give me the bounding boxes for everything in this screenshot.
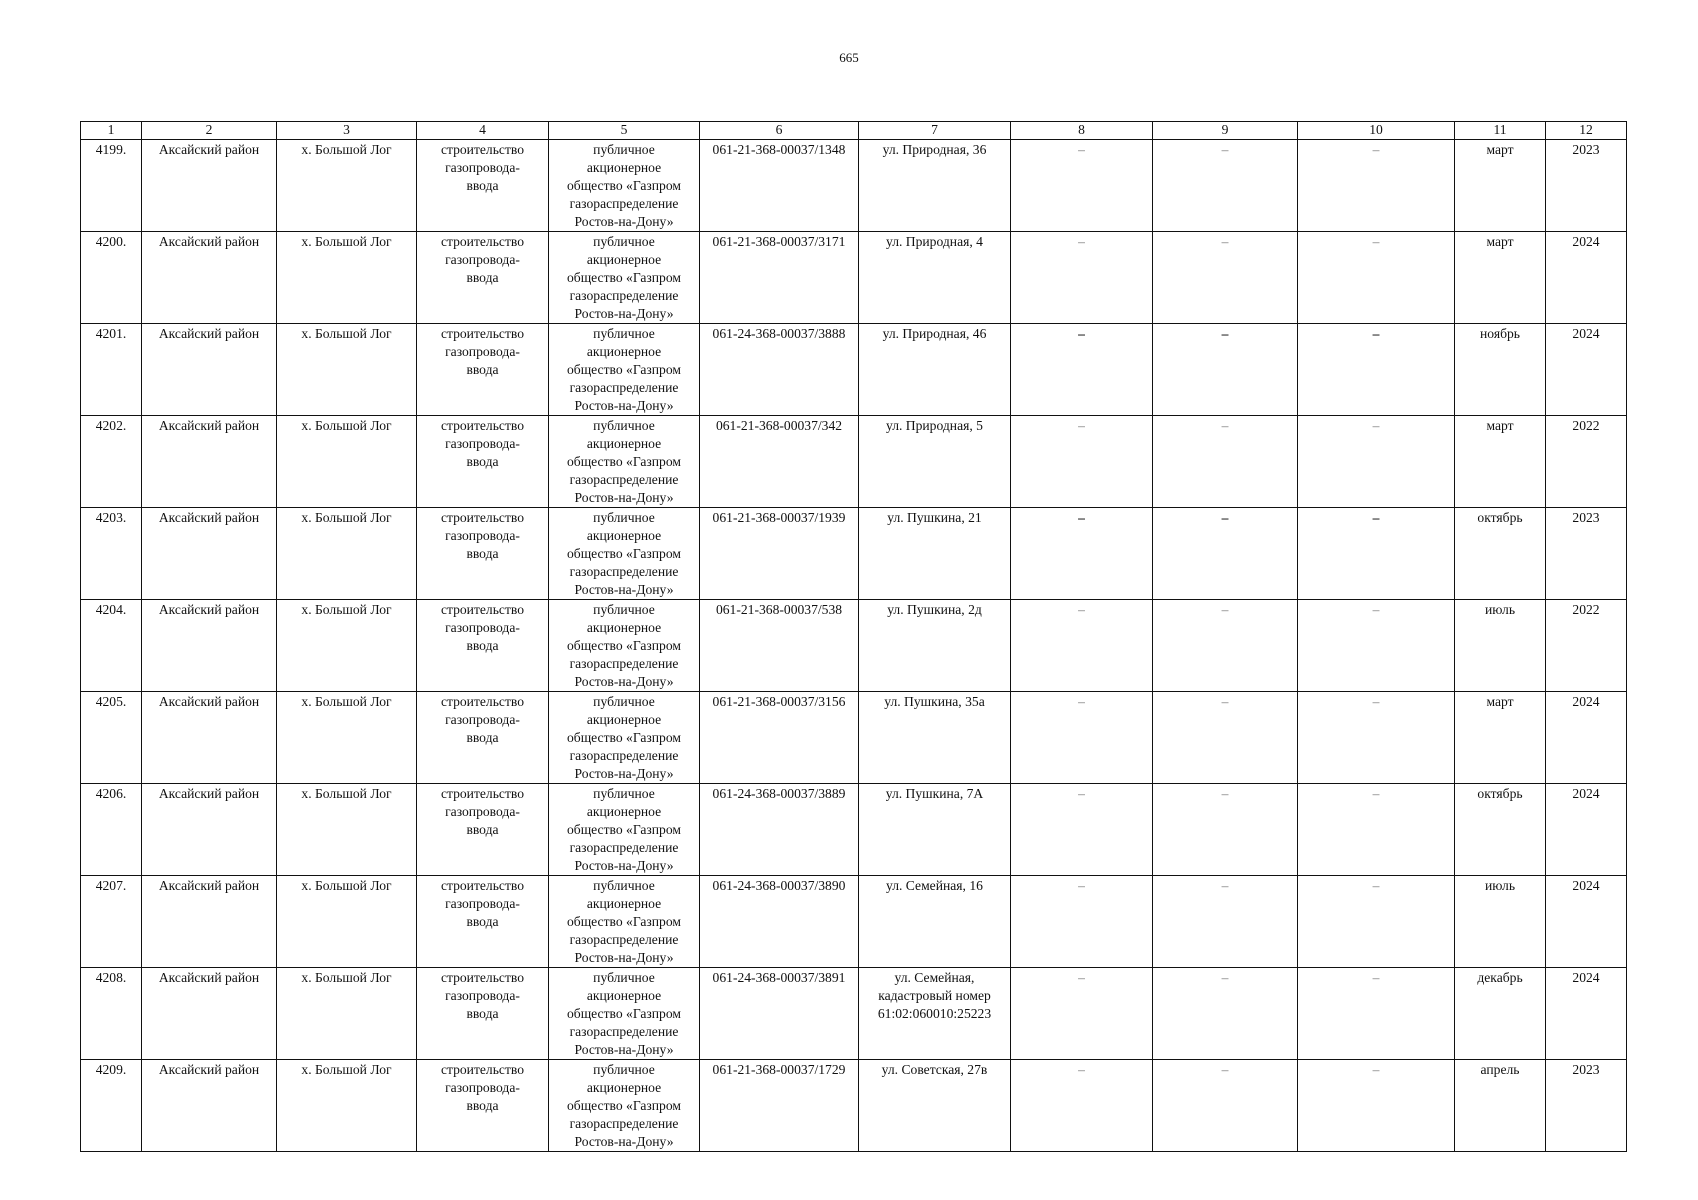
locality-cell: х. Большой Лог	[277, 324, 417, 416]
column-9-cell: –	[1153, 968, 1298, 1060]
locality-cell: х. Большой Лог	[277, 140, 417, 232]
owner-cell: публичное акционерное общество «Газпром газораспределение Ростов-на-Дону»	[549, 784, 700, 876]
work-type-cell: строительство газопровода- ввода	[417, 232, 549, 324]
column-number-header-row	[81, 122, 1627, 140]
year-cell: 2023	[1546, 1060, 1627, 1152]
column-8-cell: –	[1011, 876, 1153, 968]
owner-cell: публичное акционерное общество «Газпром газораспределение Ростов-на-Дону»	[549, 324, 700, 416]
owner-cell: публичное акционерное общество «Газпром газораспределение Ростов-на-Дону»	[549, 508, 700, 600]
column-10-cell: –	[1298, 140, 1455, 232]
year-cell: 2023	[1546, 508, 1627, 600]
column-9-cell: –	[1153, 324, 1298, 416]
page-number: 665	[839, 50, 859, 65]
row-number-cell: 4200.	[81, 232, 142, 324]
district-cell: Аксайский район	[142, 416, 277, 508]
locality-cell: х. Большой Лог	[277, 416, 417, 508]
registration-code-cell: 061-24-368-00037/3889	[700, 784, 859, 876]
address-cell: ул. Советская, 27в	[859, 1060, 1011, 1152]
month-cell: октябрь	[1455, 784, 1546, 876]
address-cell: ул. Природная, 36	[859, 140, 1011, 232]
district-cell: Аксайский район	[142, 692, 277, 784]
column-10-cell: –	[1298, 968, 1455, 1060]
work-type-cell: строительство газопровода- ввода	[417, 600, 549, 692]
work-type-cell: строительство газопровода- ввода	[417, 324, 549, 416]
district-cell: Аксайский район	[142, 140, 277, 232]
column-8-cell: –	[1011, 692, 1153, 784]
work-type-cell: строительство газопровода- ввода	[417, 416, 549, 508]
registration-code-cell: 061-21-368-00037/1348	[700, 140, 859, 232]
month-cell: ноябрь	[1455, 324, 1546, 416]
month-cell: декабрь	[1455, 968, 1546, 1060]
address-cell: ул. Семейная, кадастровый номер 61:02:060010:25223	[859, 968, 1011, 1060]
table-row	[81, 416, 1627, 508]
table-row	[81, 1060, 1627, 1152]
column-8-cell: –	[1011, 232, 1153, 324]
column-9-cell: –	[1153, 876, 1298, 968]
owner-cell: публичное акционерное общество «Газпром газораспределение Ростов-на-Дону»	[549, 876, 700, 968]
registration-code-cell: 061-21-368-00037/3156	[700, 692, 859, 784]
column-8-cell: –	[1011, 1060, 1153, 1152]
address-cell: ул. Пушкина, 7А	[859, 784, 1011, 876]
work-type-cell: строительство газопровода- ввода	[417, 1060, 549, 1152]
locality-cell: х. Большой Лог	[277, 232, 417, 324]
year-cell: 2024	[1546, 968, 1627, 1060]
column-9-cell: –	[1153, 784, 1298, 876]
owner-cell: публичное акционерное общество «Газпром газораспределение Ростов-на-Дону»	[549, 968, 700, 1060]
row-number-cell: 4199.	[81, 140, 142, 232]
owner-cell: публичное акционерное общество «Газпром газораспределение Ростов-на-Дону»	[549, 1060, 700, 1152]
address-cell: ул. Природная, 4	[859, 232, 1011, 324]
work-type-cell: строительство газопровода- ввода	[417, 968, 549, 1060]
row-number-cell: 4201.	[81, 324, 142, 416]
column-9-cell: –	[1153, 416, 1298, 508]
locality-cell: х. Большой Лог	[277, 1060, 417, 1152]
year-cell: 2024	[1546, 784, 1627, 876]
work-type-cell: строительство газопровода- ввода	[417, 692, 549, 784]
work-type-cell: строительство газопровода- ввода	[417, 876, 549, 968]
gas-connection-registry-table	[80, 121, 1627, 1152]
table-row	[81, 784, 1627, 876]
column-8-cell: –	[1011, 784, 1153, 876]
district-cell: Аксайский район	[142, 600, 277, 692]
registration-code-cell: 061-21-368-00037/3171	[700, 232, 859, 324]
district-cell: Аксайский район	[142, 968, 277, 1060]
work-type-cell: строительство газопровода- ввода	[417, 508, 549, 600]
owner-cell: публичное акционерное общество «Газпром газораспределение Ростов-на-Дону»	[549, 692, 700, 784]
column-header-5: 5	[549, 122, 700, 140]
column-8-cell: –	[1011, 140, 1153, 232]
table-row	[81, 324, 1627, 416]
work-type-cell: строительство газопровода- ввода	[417, 140, 549, 232]
registration-code-cell: 061-21-368-00037/538	[700, 600, 859, 692]
year-cell: 2023	[1546, 140, 1627, 232]
table-row	[81, 876, 1627, 968]
month-cell: март	[1455, 140, 1546, 232]
month-cell: март	[1455, 416, 1546, 508]
column-10-cell: –	[1298, 324, 1455, 416]
locality-cell: х. Большой Лог	[277, 784, 417, 876]
column-header-6: 6	[700, 122, 859, 140]
column-header-8: 8	[1011, 122, 1153, 140]
year-cell: 2024	[1546, 692, 1627, 784]
district-cell: Аксайский район	[142, 876, 277, 968]
address-cell: ул. Природная, 5	[859, 416, 1011, 508]
column-10-cell: –	[1298, 692, 1455, 784]
table-row	[81, 600, 1627, 692]
column-10-cell: –	[1298, 1060, 1455, 1152]
table-row	[81, 968, 1627, 1060]
column-8-cell: –	[1011, 508, 1153, 600]
district-cell: Аксайский район	[142, 324, 277, 416]
locality-cell: х. Большой Лог	[277, 968, 417, 1060]
column-9-cell: –	[1153, 508, 1298, 600]
year-cell: 2024	[1546, 876, 1627, 968]
registration-code-cell: 061-21-368-00037/342	[700, 416, 859, 508]
row-number-cell: 4207.	[81, 876, 142, 968]
column-header-12: 12	[1546, 122, 1627, 140]
district-cell: Аксайский район	[142, 508, 277, 600]
address-cell: ул. Природная, 46	[859, 324, 1011, 416]
month-cell: март	[1455, 232, 1546, 324]
column-9-cell: –	[1153, 600, 1298, 692]
column-8-cell: –	[1011, 600, 1153, 692]
locality-cell: х. Большой Лог	[277, 876, 417, 968]
column-header-7: 7	[859, 122, 1011, 140]
column-header-9: 9	[1153, 122, 1298, 140]
registration-code-cell: 061-21-368-00037/1729	[700, 1060, 859, 1152]
table-body	[81, 140, 1627, 1152]
column-10-cell: –	[1298, 508, 1455, 600]
address-cell: ул. Пушкина, 2д	[859, 600, 1011, 692]
month-cell: июль	[1455, 600, 1546, 692]
locality-cell: х. Большой Лог	[277, 508, 417, 600]
column-9-cell: –	[1153, 1060, 1298, 1152]
month-cell: апрель	[1455, 1060, 1546, 1152]
owner-cell: публичное акционерное общество «Газпром газораспределение Ростов-на-Дону»	[549, 140, 700, 232]
district-cell: Аксайский район	[142, 784, 277, 876]
column-header-4: 4	[417, 122, 549, 140]
column-10-cell: –	[1298, 600, 1455, 692]
month-cell: март	[1455, 692, 1546, 784]
registration-code-cell: 061-24-368-00037/3888	[700, 324, 859, 416]
column-9-cell: –	[1153, 232, 1298, 324]
column-10-cell: –	[1298, 232, 1455, 324]
table-row	[81, 140, 1627, 232]
column-header-11: 11	[1455, 122, 1546, 140]
column-header-2: 2	[142, 122, 277, 140]
registration-code-cell: 061-24-368-00037/3891	[700, 968, 859, 1060]
year-cell: 2022	[1546, 416, 1627, 508]
column-10-cell: –	[1298, 416, 1455, 508]
address-cell: ул. Пушкина, 21	[859, 508, 1011, 600]
row-number-cell: 4209.	[81, 1060, 142, 1152]
column-header-10: 10	[1298, 122, 1455, 140]
column-header-1: 1	[81, 122, 142, 140]
row-number-cell: 4203.	[81, 508, 142, 600]
year-cell: 2024	[1546, 232, 1627, 324]
district-cell: Аксайский район	[142, 232, 277, 324]
column-9-cell: –	[1153, 140, 1298, 232]
table-row	[81, 508, 1627, 600]
address-cell: ул. Семейная, 16	[859, 876, 1011, 968]
registration-code-cell: 061-24-368-00037/3890	[700, 876, 859, 968]
address-cell: ул. Пушкина, 35а	[859, 692, 1011, 784]
district-cell: Аксайский район	[142, 1060, 277, 1152]
row-number-cell: 4202.	[81, 416, 142, 508]
row-number-cell: 4208.	[81, 968, 142, 1060]
locality-cell: х. Большой Лог	[277, 692, 417, 784]
column-8-cell: –	[1011, 416, 1153, 508]
table-row	[81, 692, 1627, 784]
column-8-cell: –	[1011, 324, 1153, 416]
column-10-cell: –	[1298, 876, 1455, 968]
owner-cell: публичное акционерное общество «Газпром газораспределение Ростов-на-Дону»	[549, 232, 700, 324]
owner-cell: публичное акционерное общество «Газпром газораспределение Ростов-на-Дону»	[549, 600, 700, 692]
work-type-cell: строительство газопровода- ввода	[417, 784, 549, 876]
column-8-cell: –	[1011, 968, 1153, 1060]
column-header-3: 3	[277, 122, 417, 140]
month-cell: октябрь	[1455, 508, 1546, 600]
owner-cell: публичное акционерное общество «Газпром газораспределение Ростов-на-Дону»	[549, 416, 700, 508]
year-cell: 2024	[1546, 324, 1627, 416]
month-cell: июль	[1455, 876, 1546, 968]
year-cell: 2022	[1546, 600, 1627, 692]
table-row	[81, 232, 1627, 324]
registration-code-cell: 061-21-368-00037/1939	[700, 508, 859, 600]
locality-cell: х. Большой Лог	[277, 600, 417, 692]
row-number-cell: 4205.	[81, 692, 142, 784]
column-9-cell: –	[1153, 692, 1298, 784]
row-number-cell: 4206.	[81, 784, 142, 876]
column-10-cell: –	[1298, 784, 1455, 876]
row-number-cell: 4204.	[81, 600, 142, 692]
